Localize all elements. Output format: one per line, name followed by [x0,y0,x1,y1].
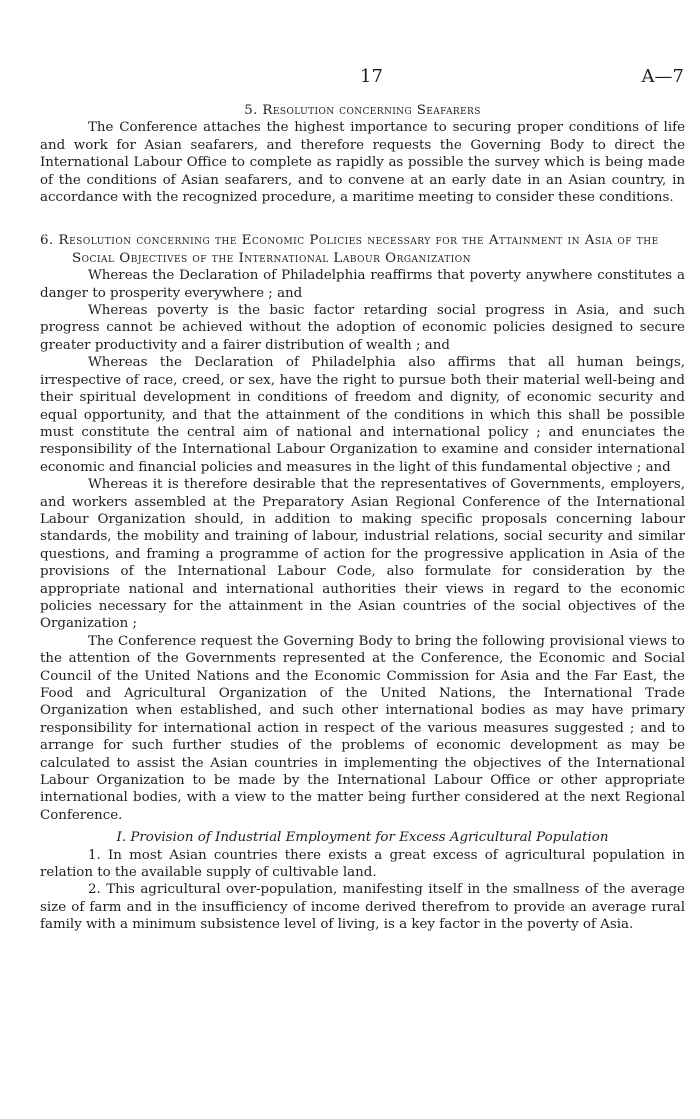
section-6-paragraph-1: Whereas the Declaration of Philadelphia reaffirms that poverty anywhere constitutes a danger to prosperity everywhere ; and [40,268,685,301]
page-header [0,66,700,88]
page-number: 17 [360,66,383,87]
section-5-heading: 5. Resolution concerning Seafarers [244,103,481,118]
document-reference: A—7 [641,66,684,87]
section-5-paragraph: The Conference attaches the highest importance to securing proper conditions of life and work for Asian seafarers, and therefore requests the Governing Body to direct the International Labour Office to complete as rapidly as possible the survey which is being made of the conditions of Asian seafarers, and to convene at an early date in an Asian country, in accordance with the recognized procedure, a maritime meeting to consider these conditions. [40,120,685,206]
section-6-paragraph-3: Whereas the Declaration of Philadelphia also affirms that all human beings, irrespective of race, creed, or sex, have the right to pursue both their material well-being and their spiritual development in conditions of freedom and dignity, of economic security and equal opportunity, and that the attainment of the conditions in which this shall be possible must constitute the central aim of national and international policy ; and enunciates the responsibility of the International Labour Organization to examine and consider international economic and financial policies and measures in the light of this fundamental objective ; and [40,355,685,475]
section-6-paragraph-4: Whereas it is therefore desirable that the representatives of Governments, employers, and workers assembled at the Preparatory Asian Regional Conference of the International Labour Organization should, in addition to making specific proposals concerning labour standards, the mobility and training of labour, industrial relations, social security and similar questions, and framing a programme of action for the progressive application in Asia of the provisions of the International Labour Code, also formulate for consideration by the appropriate national and international authorities their views in regard to the economic policies necessary for the attainment in the Asian countries of the social objectives of the Organization ; [40,477,685,632]
section-6-heading: 6. Resolution concerning the Economic Policies necessary for the Attainment in Asia of the Social Objectives of the International Labour Organization [40,233,659,266]
subsection-item-2: 2. This agricultural over-population, manifesting itself in the smallness of the average size of farm and in the insufficiency of income derived therefrom to provide an average rural family with a minimum subsistence level of living, is a key factor in the poverty of Asia. [40,882,685,933]
page-content [40,102,685,934]
section-6-paragraph-2: Whereas poverty is the basic factor retarding social progress in Asia, and such progress cannot be achieved without the adoption of economic policies designed to secure greater productivity and a fairer distribution of wealth ; and [40,303,685,353]
subsection-heading: I. Provision of Industrial Employment for Excess Agricultural Population [116,830,609,846]
subsection-item-1: 1. In most Asian countries there exists a great excess of agricultural population in relation to the available supply of cultivable land. [40,847,685,881]
section-6-paragraph-5: The Conference request the Governing Body to bring the following provisional views to the attention of the Governments represented at the Conference, the Economic and Social Council of the United Nations and the Economic Commission for Asia and the Far East, the Food and Agricultural Organization of the United Nations, the International Trade Organization when established, and such other international bodies as may have primary responsibility for international action in respect of the various measures suggested ; and to arrange for such further studies of the problems of economic development as may be calculated to assist the Asian countries in implementing the objectives of the International Labour Organization to be made by the International Labour Office or other appropriate international bodies, with a view to the matter being further considered at the next Regional Conference. [40,633,685,823]
